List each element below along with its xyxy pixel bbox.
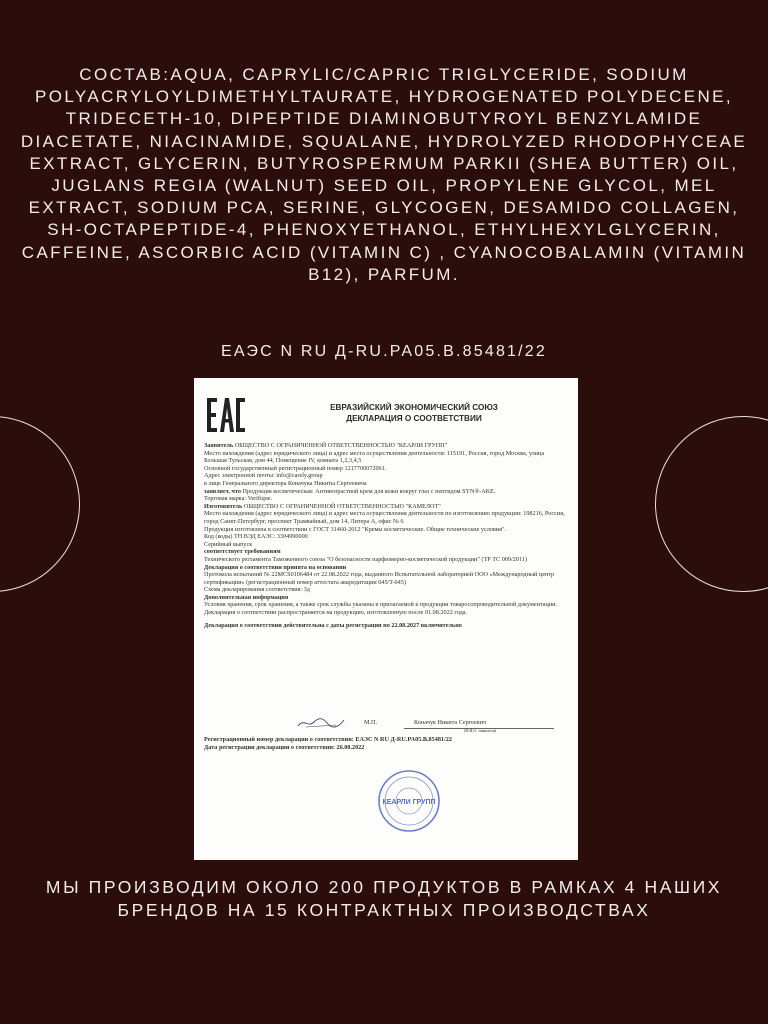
signer-name: Коначук Никита Сергеевич [414,719,486,726]
scheme: Схема декларирования соответствия: 3д [204,586,310,594]
director: в лице Генерального директора Коначука Никиты Сергеевича [204,479,367,487]
applicant-name: ОБЩЕСТВО С ОГРАНИЧЕННОЙ ОТВЕТСТВЕННОСТЬЮ "КЕАРЛИ ГРУПП" [234,442,448,449]
registration-date: Дата регистрации декларации о соответствии: 26.08.2022 [204,744,365,751]
additional-info: Условия хранения, срок хранения, а также срок службы указаны в прилагаемой к продукции товаросопроводительной документации. Декларация о соответствии распространяется на продукцию, изготовленную после 01.08.2022 года. [204,601,557,617]
manufacturer-address: Место нахождения (адрес юридического лица) и адрес места осуществления деятельности по изготовлению продукции: 198216, Россия, город Санкт-Петербург, проспект Трамвайный, дом 14, Литера А, офис № 6 [204,510,565,525]
protocol: Протокола испытаний № 22MCS0106484 от 22.08.2022 года, выданного Испытательной лабораторией ООО «Международный центр сертификации» (регистрационный номер аттестата аккредитации 045/T-045) [204,571,555,586]
signer-note: (Ф.И.О. заявителя) [464,728,497,733]
signature-icon [296,716,346,730]
regulation: Технического регламента Таможенного союза "О безопасности парфюмерно-косметической продукции" (ТР ТС 009/2011) [204,555,527,563]
conforms-label: соответствует требованиям [204,548,281,556]
applicant-label: Заявитель [204,442,234,449]
union-title: ЕВРАЗИЙСКИЙ ЭКОНОМИЧЕСКИЙ СОЮЗ [330,403,498,412]
trademark: Торговая марка: Verifique. [204,495,273,503]
tnved: Код (коды) ТН ВЭД ЕАЭС: 3304990000 [204,533,308,541]
eac-logo-icon [206,396,246,434]
signature-row [204,716,564,732]
decorative-circle-left [0,416,80,592]
registration-number: Регистрационный номер декларации о соответствии: ЕАЭС N RU Д-RU.PA05.B.85481/22 [204,736,452,743]
declaration-document [194,378,578,860]
stamp-text: КЕАРЛИ ГРУПП [382,799,436,806]
company-stamp-icon [374,766,444,836]
document-body [204,442,566,629]
applicant-address: Место нахождения (адрес юридического лица) и адрес места осуществления деятельности: 115191, Россия, город Москва, улица Большая Тульская, дом 44, Помещение IV, комната 1,2,3,4,5 [204,449,545,465]
product: Продукция косметическая: Антивозрастной крем для кожи вокруг глаз с пептидом SYN®-AKE. [242,487,496,495]
serial: Серийный выпуск [204,540,253,548]
decorative-circle-right [655,416,768,592]
declares-label: заявляет, что [204,487,241,495]
valid-until: Декларация о соответствии действительна с даты регистрации по 22.08.2027 включительно [204,621,462,629]
mp-label: М.П. [364,719,378,726]
manufacturer-name: ОБЩЕСТВО С ОГРАНИЧЕННОЙ ОТВЕТСТВЕННОСТЬЮ "КАМЕЛОТ" [243,502,441,510]
additional-label: Дополнительная информация [204,593,289,601]
document-title: ДЕКЛАРАЦИЯ О СООТВЕТСТВИИ [346,414,482,423]
basis-label: Декларация о соответствии принята на основании [204,563,347,571]
gost: Продукция изготовлена в соответствии с ГОСТ 31460-2012 "Кремы косметические. Общие технические условия". [204,525,507,533]
ingredients-text: COCTAB:AQUA, CAPRYLIC/CAPRIC TRIGLYCERIDE, SODIUM POLYACRYLOYLDIMETHYLTAURATE, HYDROGENATED POLYDECENE, TRIDECETH-10, DIPEPTIDE DIAMINOBUTYROYL BENZYLAMIDE DIACETATE, NIACINAMIDE, SQUALANE, HYDROLYZED RHODOPHYCEAE EXTRACT, GLYCERIN, BUTYROSPERMUM PARKII (SHEA BUTTER) OIL, JUGLANS REGIA (WALNUT) SEED OIL, PROPYLENE GLYCOL, MEL EXTRACT, SODIUM PCA, SERINE, GLYCOGEN, DESAMIDO COLLAGEN, SH-OCTAPEPTIDE-4, PHENOXYETHANOL, ETHYLHEXYLGLYCERIN, CAFFEINE, ASCORBIC ACID (VITAMIN C) , CYANOCOBALAMIN (VITAMIN B12), PARFUM. [20,65,748,284]
certificate-code: ЕАЭС N RU Д-RU.PA05.B.85481/22 [220,343,547,360]
manufacturer-label: Изготовитель [204,502,243,510]
document-header [304,402,524,424]
registration-block [204,736,564,752]
footer-text: МЫ ПРОИЗВОДИМ ОКОЛО 200 ПРОДУКТОВ В РАМКАХ 4 НАШИХ БРЕНДОВ НА 15 КОНТРАКТНЫХ ПРОИЗВОДСТВАХ [45,877,723,920]
email: Адрес электронной почты: info@carely.group [204,472,323,480]
ogrn: Основной государственный регистрационный номер 1217700072061. [204,464,387,472]
